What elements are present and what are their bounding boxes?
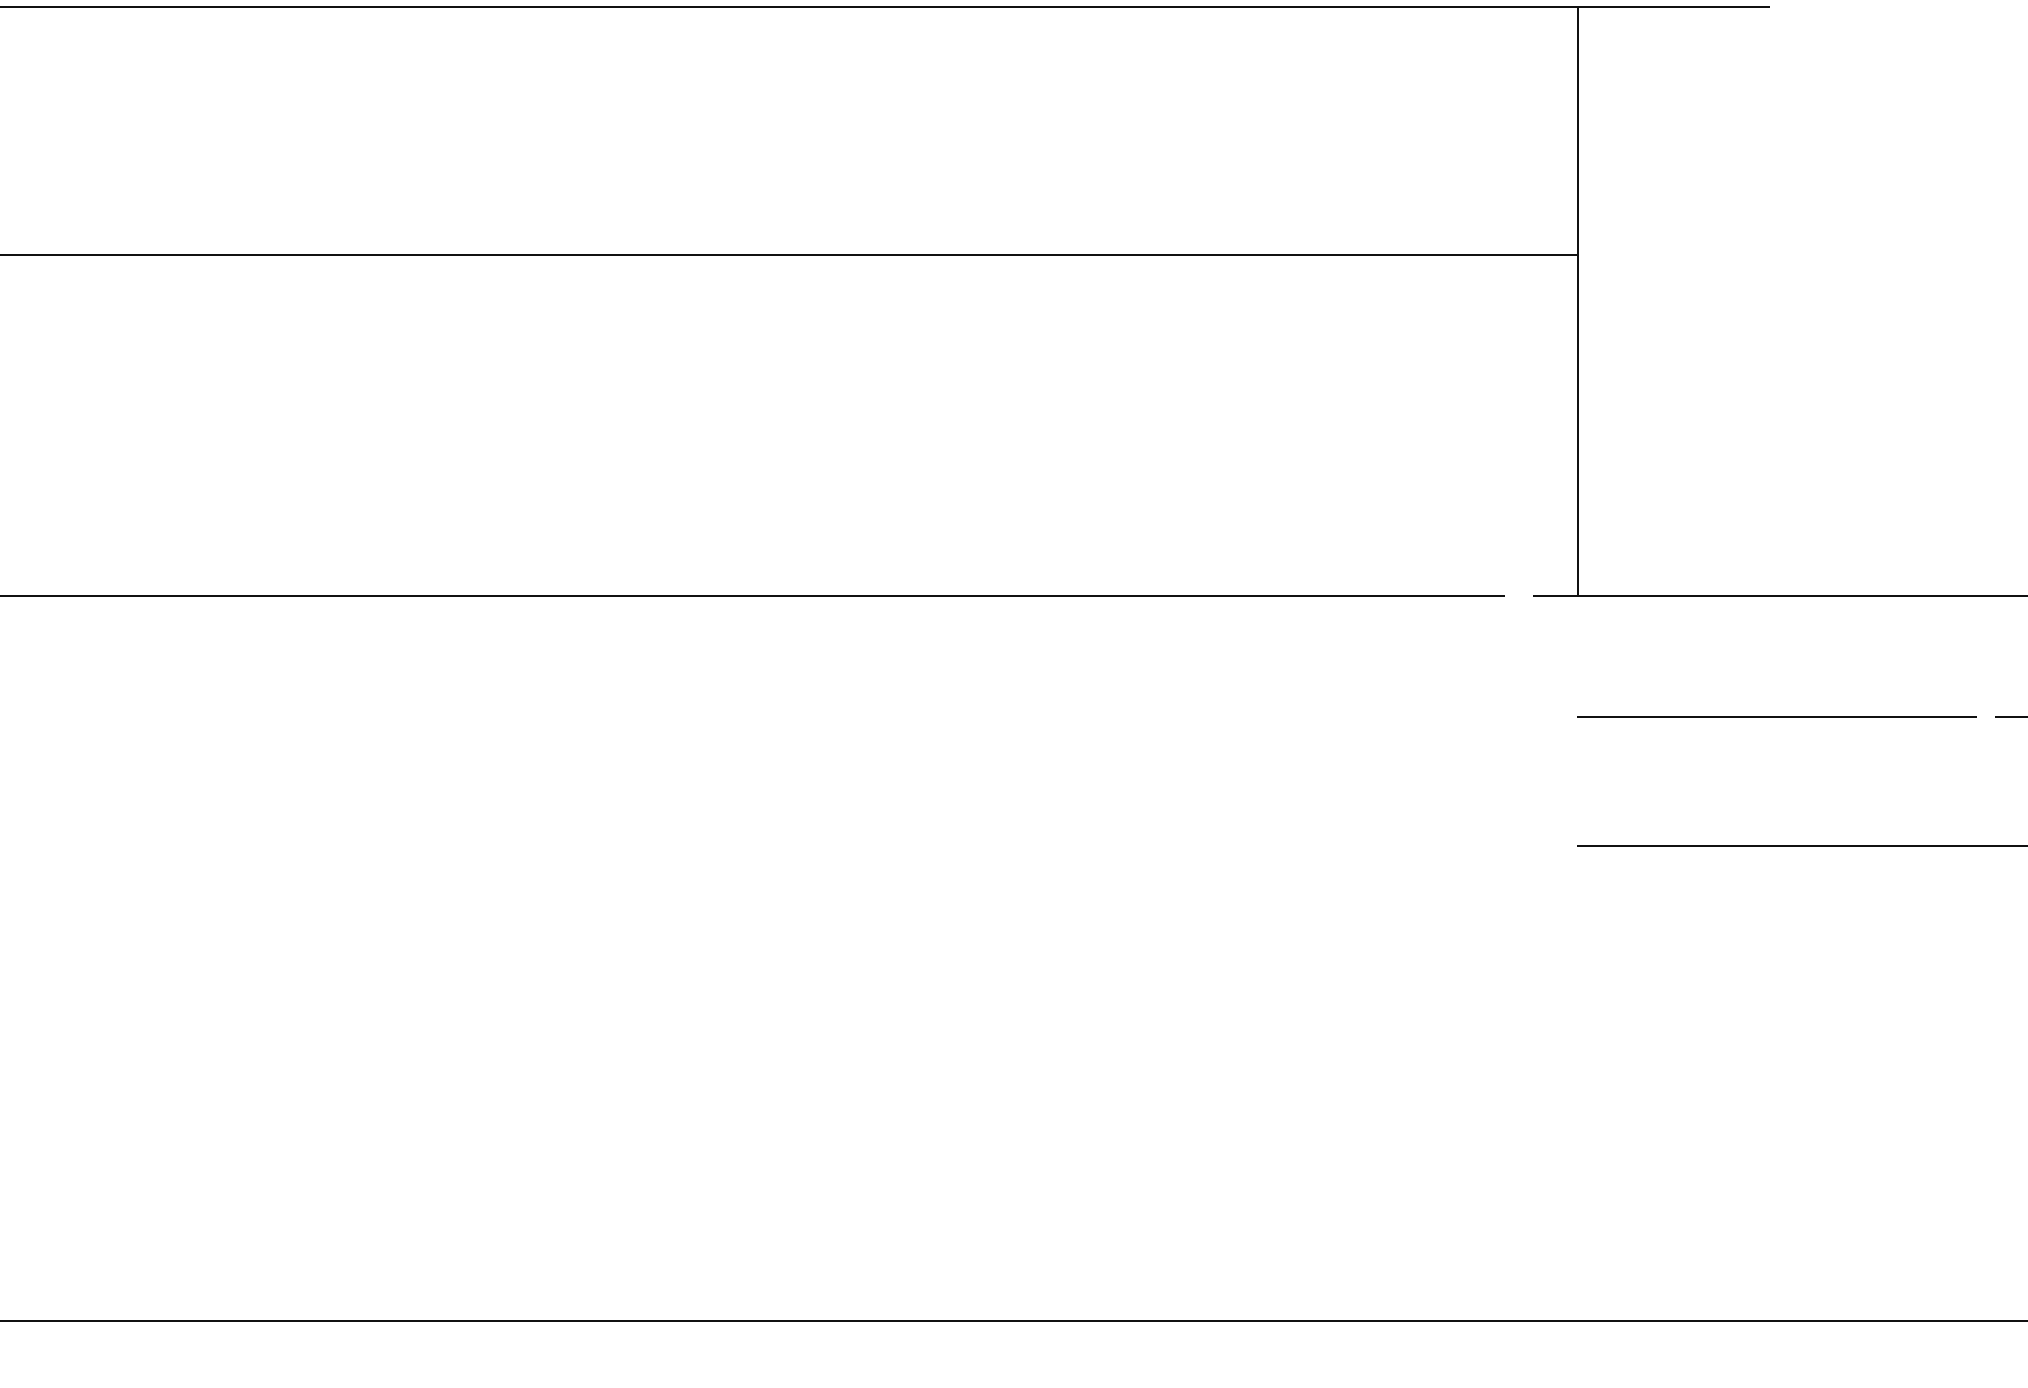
total-underline [1577,716,1977,718]
column-header-underline [1577,845,2028,847]
header-bottom-rule [0,254,1577,256]
table-bottom-rule [0,1320,2028,1322]
info-bottom-rule-left [0,595,1505,597]
header-divider [1577,6,1579,596]
total-underline-tail [1995,716,2028,718]
top-rule [0,6,1770,8]
info-bottom-rule-right [1533,595,2028,597]
